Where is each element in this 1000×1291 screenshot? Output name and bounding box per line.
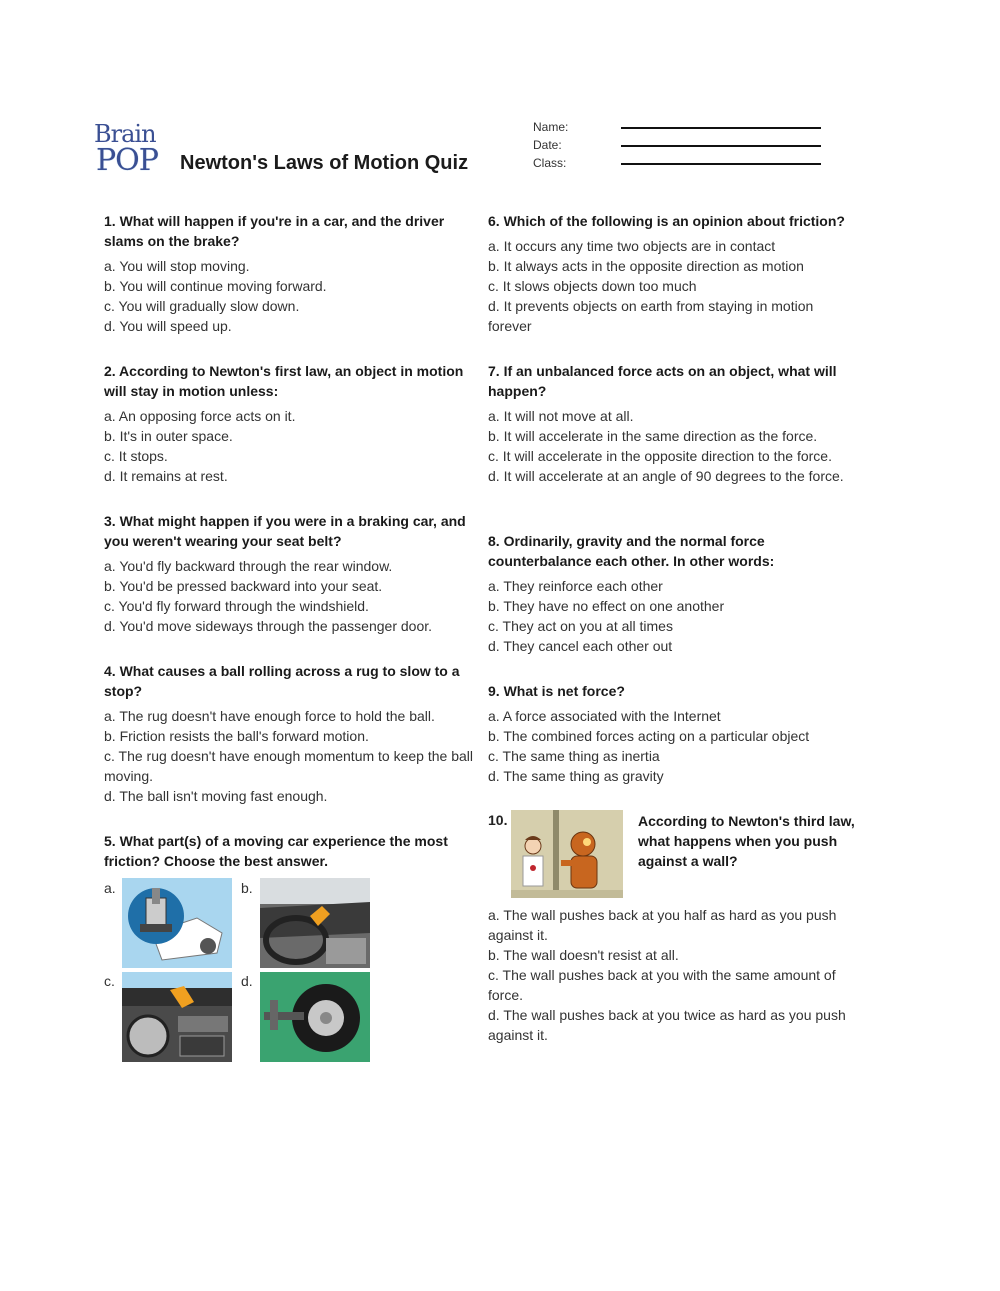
question-1-option-c[interactable]: c. You will gradually slow down. — [104, 298, 300, 314]
steering-wheel-illustration — [260, 878, 370, 968]
question-7-option-c[interactable]: c. It will accelerate in the opposite direction to the force. — [488, 448, 832, 464]
question-8-option-a[interactable]: a. They reinforce each other — [488, 578, 663, 594]
question-9 — [488, 681, 860, 786]
question-9-option-d[interactable]: d. The same thing as gravity — [488, 768, 664, 784]
question-8-stem: 8. Ordinarily, gravity and the normal force counterbalance each other. In other words: — [488, 533, 775, 569]
question-4-option-b[interactable]: b. Friction resists the ball's forward motion. — [104, 728, 369, 744]
question-1-option-d[interactable]: d. You will speed up. — [104, 318, 232, 334]
wheel-illustration — [260, 972, 370, 1062]
question-9-option-b[interactable]: b. The combined forces acting on a particular object — [488, 728, 810, 744]
question-3-option-d[interactable]: d. You'd move sideways through the passenger door. — [104, 618, 433, 634]
class-label: Class: — [533, 156, 567, 170]
question-8-option-b[interactable]: b. They have no effect on one another — [488, 598, 725, 614]
question-2-option-c[interactable]: c. It stops. — [104, 448, 168, 464]
brainpop-logo — [94, 120, 164, 186]
question-5-image-d[interactable] — [260, 972, 370, 1062]
question-7-option-b[interactable]: b. It will accelerate in the same direction as the force. — [488, 428, 818, 444]
question-3-option-c[interactable]: c. You'd fly forward through the windshield. — [104, 598, 369, 614]
question-10-option-b[interactable]: b. The wall doesn't resist at all. — [488, 947, 679, 963]
name-label: Name: — [533, 120, 569, 134]
question-10-option-c[interactable]: c. The wall pushes back at you with the same amount of force. — [488, 967, 836, 1003]
question-8 — [488, 531, 860, 656]
class-row — [533, 154, 823, 172]
question-6-option-c[interactable]: c. It slows objects down too much — [488, 278, 697, 294]
name-row — [533, 118, 823, 136]
question-10-options — [488, 905, 860, 1045]
push-wall-illustration — [511, 810, 623, 898]
student-info — [533, 118, 823, 172]
question-2 — [104, 361, 482, 486]
engine-illustration — [122, 878, 232, 968]
question-9-option-a[interactable]: a. A force associated with the Internet — [488, 708, 721, 724]
question-4-option-d[interactable]: d. The ball isn't moving fast enough. — [104, 788, 328, 804]
question-4-stem: 4. What causes a ball rolling across a rug to slow to a stop? — [104, 663, 460, 699]
question-6-option-d[interactable]: d. It prevents objects on earth from staying in motion forever — [488, 298, 814, 334]
date-line[interactable] — [621, 145, 821, 147]
question-2-stem: 2. According to Newton's first law, an object in motion will stay in motion unless: — [104, 363, 464, 399]
question-1-option-b[interactable]: b. You will continue moving forward. — [104, 278, 327, 294]
question-2-option-d[interactable]: d. It remains at rest. — [104, 468, 228, 484]
question-5-label-d: d. — [241, 973, 253, 989]
question-8-option-c[interactable]: c. They act on you at all times — [488, 618, 673, 634]
question-10-option-d[interactable]: d. The wall pushes back at you twice as hard as you push against it. — [488, 1007, 846, 1043]
question-4 — [104, 661, 482, 806]
question-5-label-a: a. — [104, 880, 116, 896]
question-3 — [104, 511, 482, 636]
date-row — [533, 136, 823, 154]
question-1-option-a[interactable]: a. You will stop moving. — [104, 258, 250, 274]
logo-brain-text: Brain — [94, 120, 156, 148]
question-7 — [488, 361, 860, 486]
question-10-stem: According to Newton's third law, what happens when you push against a wall? — [638, 813, 855, 869]
question-3-stem: 3. What might happen if you were in a braking car, and you weren't wearing your seat belt? — [104, 513, 466, 549]
question-2-option-a[interactable]: a. An opposing force acts on it. — [104, 408, 296, 424]
question-6 — [488, 211, 860, 336]
question-5-label-c: c. — [104, 973, 115, 989]
question-5 — [104, 831, 482, 876]
page-title: Newton's Laws of Motion Quiz — [180, 152, 469, 174]
name-line[interactable] — [621, 127, 821, 129]
question-4-option-c[interactable]: c. The rug doesn't have enough momentum to keep the ball moving. — [104, 748, 473, 784]
question-5-image-b[interactable] — [260, 878, 370, 968]
question-9-stem: 9. What is net force? — [488, 683, 625, 699]
question-1-stem: 1. What will happen if you're in a car, and the driver slams on the brake? — [104, 213, 445, 249]
question-10-option-a[interactable]: a. The wall pushes back at you half as hard as you push against it. — [488, 907, 837, 943]
question-1 — [104, 211, 482, 336]
question-9-option-c[interactable]: c. The same thing as inertia — [488, 748, 660, 764]
question-7-stem: 7. If an unbalanced force acts on an object, what will happen? — [488, 363, 837, 399]
dashboard-illustration — [122, 972, 232, 1062]
question-5-stem: 5. What part(s) of a moving car experience the most friction? Choose the best answer. — [104, 833, 448, 869]
question-5-image-c[interactable] — [122, 972, 232, 1062]
question-8-option-d[interactable]: d. They cancel each other out — [488, 638, 673, 654]
question-6-option-b[interactable]: b. It always acts in the opposite direction as motion — [488, 258, 804, 274]
question-6-stem: 6. Which of the following is an opinion about friction? — [488, 213, 845, 229]
logo-pop-text: POP — [96, 143, 158, 178]
date-label: Date: — [533, 138, 562, 152]
question-7-option-d[interactable]: d. It will accelerate at an angle of 90 degrees to the force. — [488, 468, 844, 484]
question-7-option-a[interactable]: a. It will not move at all. — [488, 408, 634, 424]
question-6-option-a[interactable]: a. It occurs any time two objects are in contact — [488, 238, 776, 254]
question-4-option-a[interactable]: a. The rug doesn't have enough force to hold the ball. — [104, 708, 435, 724]
question-10-image — [511, 810, 623, 898]
question-5-image-a[interactable] — [122, 878, 232, 968]
question-5-label-b: b. — [241, 880, 253, 896]
question-3-option-b[interactable]: b. You'd be pressed backward into your seat. — [104, 578, 383, 594]
question-2-option-b[interactable]: b. It's in outer space. — [104, 428, 233, 444]
question-10-number: 10. — [488, 812, 508, 828]
class-line[interactable] — [621, 163, 821, 165]
question-3-option-a[interactable]: a. You'd fly backward through the rear window. — [104, 558, 393, 574]
